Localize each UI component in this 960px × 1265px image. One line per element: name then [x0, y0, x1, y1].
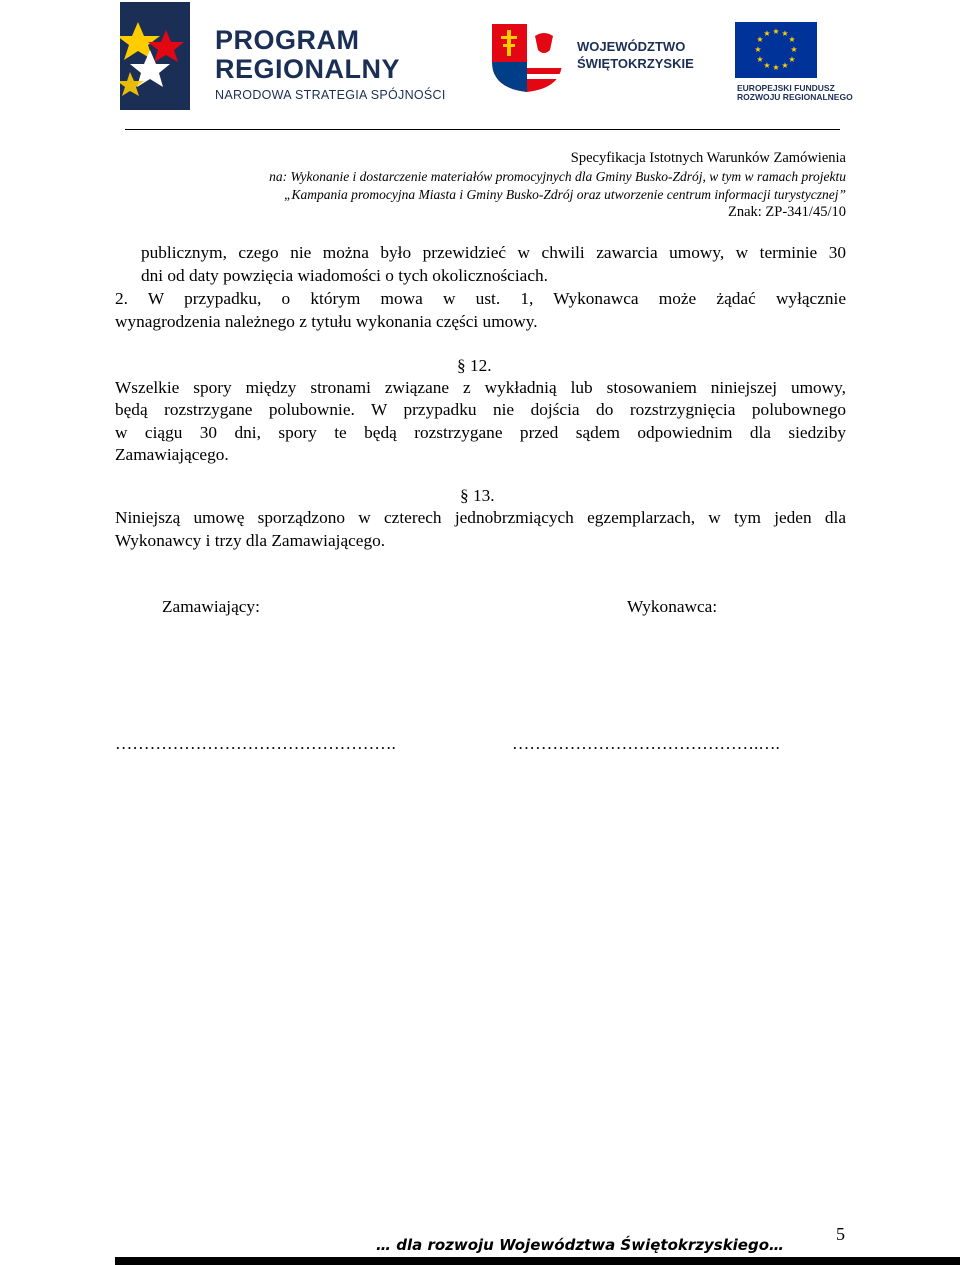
paragraph-line: w ciągu 30 dni, spory te będą rozstrzygane przed sądem odpowiednim dla siedziby: [115, 423, 846, 442]
wojewodztwo-name-1: WOJEWÓDZTWO: [577, 39, 686, 54]
svg-text:★: ★: [790, 45, 798, 54]
svg-text:★: ★: [756, 55, 764, 64]
program-regionalny-title-1: PROGRAM: [215, 25, 360, 55]
header-divider: [125, 129, 840, 130]
eu-flag-icon: [735, 22, 817, 78]
signature-label-wykonawca: Wykonawca:: [627, 597, 718, 616]
svg-text:★: ★: [754, 45, 762, 54]
program-regionalny-emblem-icon: [120, 2, 190, 112]
document-title: Specyfikacja Istotnych Warunków Zamówienia: [570, 150, 846, 166]
svg-text:★: ★: [781, 29, 789, 38]
program-regionalny-title-2: REGIONALNY: [215, 54, 401, 84]
svg-text:★: ★: [763, 61, 771, 70]
program-regionalny-logo: [120, 2, 470, 112]
paragraph-line: 2. W przypadku, o którym mowa w ust. 1, Wykonawca może żądać wyłącznie: [115, 289, 846, 308]
eu-fund-logo: [733, 22, 863, 102]
svg-text:★: ★: [788, 35, 796, 44]
document-subject: na: Wykonanie i dostarczenie materiałów promocyjnych dla Gminy Busko-Zdrój, w tym w ramach projektu: [269, 169, 846, 184]
svg-text:★: ★: [756, 35, 764, 44]
eu-fund-name-1: EUROPEJSKI FUNDUSZ: [737, 83, 835, 93]
paragraph-line: Wszelkie spory między stronami związane z wykładnią lub stosowaniem niniejszej umowy,: [115, 378, 846, 397]
svg-text:★: ★: [788, 55, 796, 64]
svg-text:★: ★: [763, 29, 771, 38]
document-reference: Znak: ZP-341/45/10: [727, 204, 846, 220]
wojewodztwo-name-2: ŚWIĘTOKRZYSKIE: [577, 56, 694, 71]
signature-line-wykonawca: …………………………………….….: [512, 734, 780, 753]
project-name: „Kampania promocyjna Miasta i Gminy Busko-Zdrój oraz utworzenie centrum informacji turystycznej”: [284, 187, 846, 202]
section-13-heading: § 13.: [460, 486, 495, 505]
paragraph-line: Zamawiającego.: [115, 445, 229, 464]
eu-fund-name-2: ROZWOJU REGIONALNEGO: [737, 92, 853, 102]
paragraph-line: Wykonawcy i trzy dla Zamawiającego.: [115, 531, 386, 550]
paragraph-line: Niniejszą umowę sporządzono w czterech jednobrzmiących egzemplarzach, w tym jeden dla: [115, 508, 846, 527]
paragraph-line: dni od daty powzięcia wiadomości o tych okolicznościach.: [141, 266, 548, 285]
signature-label-zamawiajacy: Zamawiający:: [162, 597, 260, 616]
coat-of-arms-icon: [490, 22, 564, 94]
svg-text:★: ★: [781, 61, 789, 70]
section-12-heading: § 12.: [457, 356, 492, 375]
page-number: 5: [836, 1224, 845, 1244]
program-regionalny-subtitle: NARODOWA STRATEGIA SPÓJNOŚCI: [215, 88, 446, 102]
paragraph-line: wynagrodzenia należnego z tytułu wykonania części umowy.: [115, 312, 538, 331]
footer-slogan: … dla rozwoju Województwa Świętokrzyskiego…: [376, 1236, 785, 1254]
paragraph-line: będą rozstrzygane polubownie. W przypadku nie dojścia do rozstrzygnięcia polubownego: [115, 400, 846, 419]
footer-bar: [115, 1257, 960, 1265]
svg-text:★: ★: [772, 63, 780, 72]
svg-text:★: ★: [772, 27, 780, 36]
signature-line-zamawiajacy: ………………………………………….: [115, 734, 396, 753]
wojewodztwo-logo: [490, 22, 700, 94]
paragraph-line: publicznym, czego nie można było przewidzieć w chwili zawarcia umowy, w terminie 30: [141, 243, 846, 262]
